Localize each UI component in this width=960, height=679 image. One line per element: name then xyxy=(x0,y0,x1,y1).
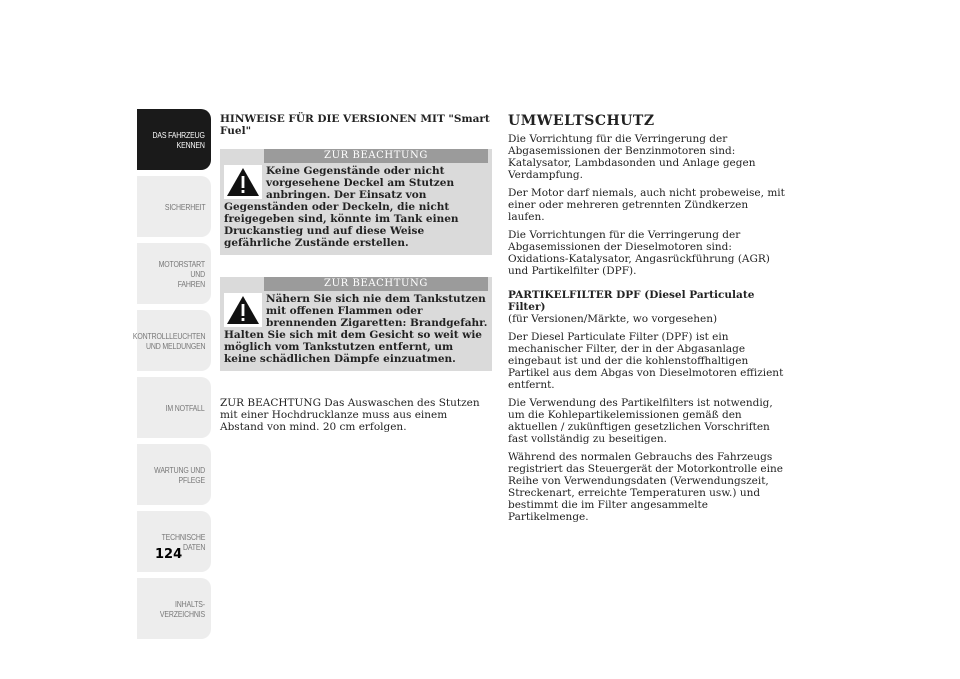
tab-label: INHALTS- VERZEICHNIS xyxy=(159,598,205,619)
paragraph: Die Vorrichtungen für die Verringerung der Abgasemissionen der Dieselmotoren sind: Oxidations-Katalysator, Angasrückführung (AGR) und Partikelfilter (DPF). xyxy=(508,229,770,277)
tab-label: WARTUNG UND PFLEGE xyxy=(154,464,205,485)
right-column xyxy=(508,113,788,529)
tab-label: TECHNISCHE DATEN xyxy=(161,531,205,552)
tab-im-notfall[interactable] xyxy=(137,377,211,438)
left-column xyxy=(220,113,492,439)
warning-text: Nähern Sie sich nie dem Tankstutzen mit offenen Flammen oder brennenden Zigaretten: Brandgefahr. Halten Sie sich mit dem Gesicht so weit wie möglich vom Tankstutzen entfernt, um keine schädlichen Dämpfe einzuatmen. xyxy=(224,293,488,365)
paragraph: Der Diesel Particulate Filter (DPF) ist ein mechanischer Filter, der in der Abgasanlage eingebaut ist und der die kohlenstoffhaltigen Partikel aus dem Abgas von Dieselmotoren effizient entfernt. xyxy=(508,331,784,391)
paragraph: Die Vorrichtung für die Verringerung der Abgasemissionen der Benzinmotoren sind: Katalysator, Lambdasonden und Anlage gegen Verdampfung. xyxy=(508,133,756,181)
paragraph: Die Verwendung des Partikelfilters ist notwendig, um die Kohlepartikelemissionen gemäß den aktuellen / zukünftigen gesetzlichen Vorschriften fast vollständig zu beseitigen. xyxy=(508,397,773,445)
tab-label: IM NOTFALL xyxy=(165,402,205,413)
warning-triangle-icon xyxy=(224,293,262,327)
tab-sicherheit[interactable] xyxy=(137,176,211,237)
paragraph: Während des normalen Gebrauchs des Fahrzeugs registriert das Steuergerät der Motorkontrolle eine Reihe von Verwendungsdaten (Verwendungszeit, Streckenart, erreichte Temperaturen usw.) und bestimmt die im Filter angesammelte Partikelmenge. xyxy=(508,451,783,523)
warning-box xyxy=(220,149,492,255)
warning-title: ZUR BEACHTUNG xyxy=(264,149,488,163)
tab-wartung-und-pflege[interactable] xyxy=(137,444,211,505)
smart-fuel-heading: HINWEISE FÜR DIE VERSIONEN MIT "Smart Fuel" xyxy=(220,113,490,137)
tab-label: KONTROLLLEUCHTEN UND MELDUNGEN xyxy=(132,330,205,351)
tab-das-fahrzeug-kennen[interactable] xyxy=(137,109,211,170)
warning-text: Keine Gegenstände oder nicht vorgesehene Deckel am Stutzen anbringen. Der Einsatz von Gegenständen oder Deckeln, die nicht freigegeben sind, könnte im Tank einen Druckanstieg und auf diese Weise gefährliche Zustände erstellen. xyxy=(224,165,459,249)
warning-triangle-icon xyxy=(224,165,262,199)
chapter-sidebar xyxy=(132,109,211,645)
tab-label: DAS FAHRZEUG KENNEN xyxy=(152,129,205,150)
warning-title: ZUR BEACHTUNG xyxy=(264,277,488,291)
paragraph: Der Motor darf niemals, auch nicht probeweise, mit einer oder mehreren getrennten Zündkerzen laufen. xyxy=(508,187,785,223)
tab-label: SICHERHEIT xyxy=(164,201,205,212)
page-number: 124 xyxy=(155,547,183,562)
dpf-heading: PARTIKELFILTER DPF (Diesel Particulate Filter) xyxy=(508,289,755,313)
tab-motorstart-und-fahren[interactable] xyxy=(137,243,211,304)
tab-technische-daten[interactable] xyxy=(137,511,211,572)
tab-kontrollleuchten[interactable] xyxy=(132,310,211,371)
tab-label: MOTORSTART UND FAHREN xyxy=(158,258,205,289)
warning-box xyxy=(220,277,492,371)
dpf-subheading: (für Versionen/Märkte, wo vorgesehen) xyxy=(508,313,718,325)
tab-inhaltsverzeichnis[interactable] xyxy=(137,578,211,639)
washing-note: ZUR BEACHTUNG Das Auswaschen des Stutzen mit einer Hochdrucklanze muss aus einem Abstand von mind. 20 cm erfolgen. xyxy=(220,397,480,433)
section-title: UMWELTSCHUTZ xyxy=(508,113,655,129)
